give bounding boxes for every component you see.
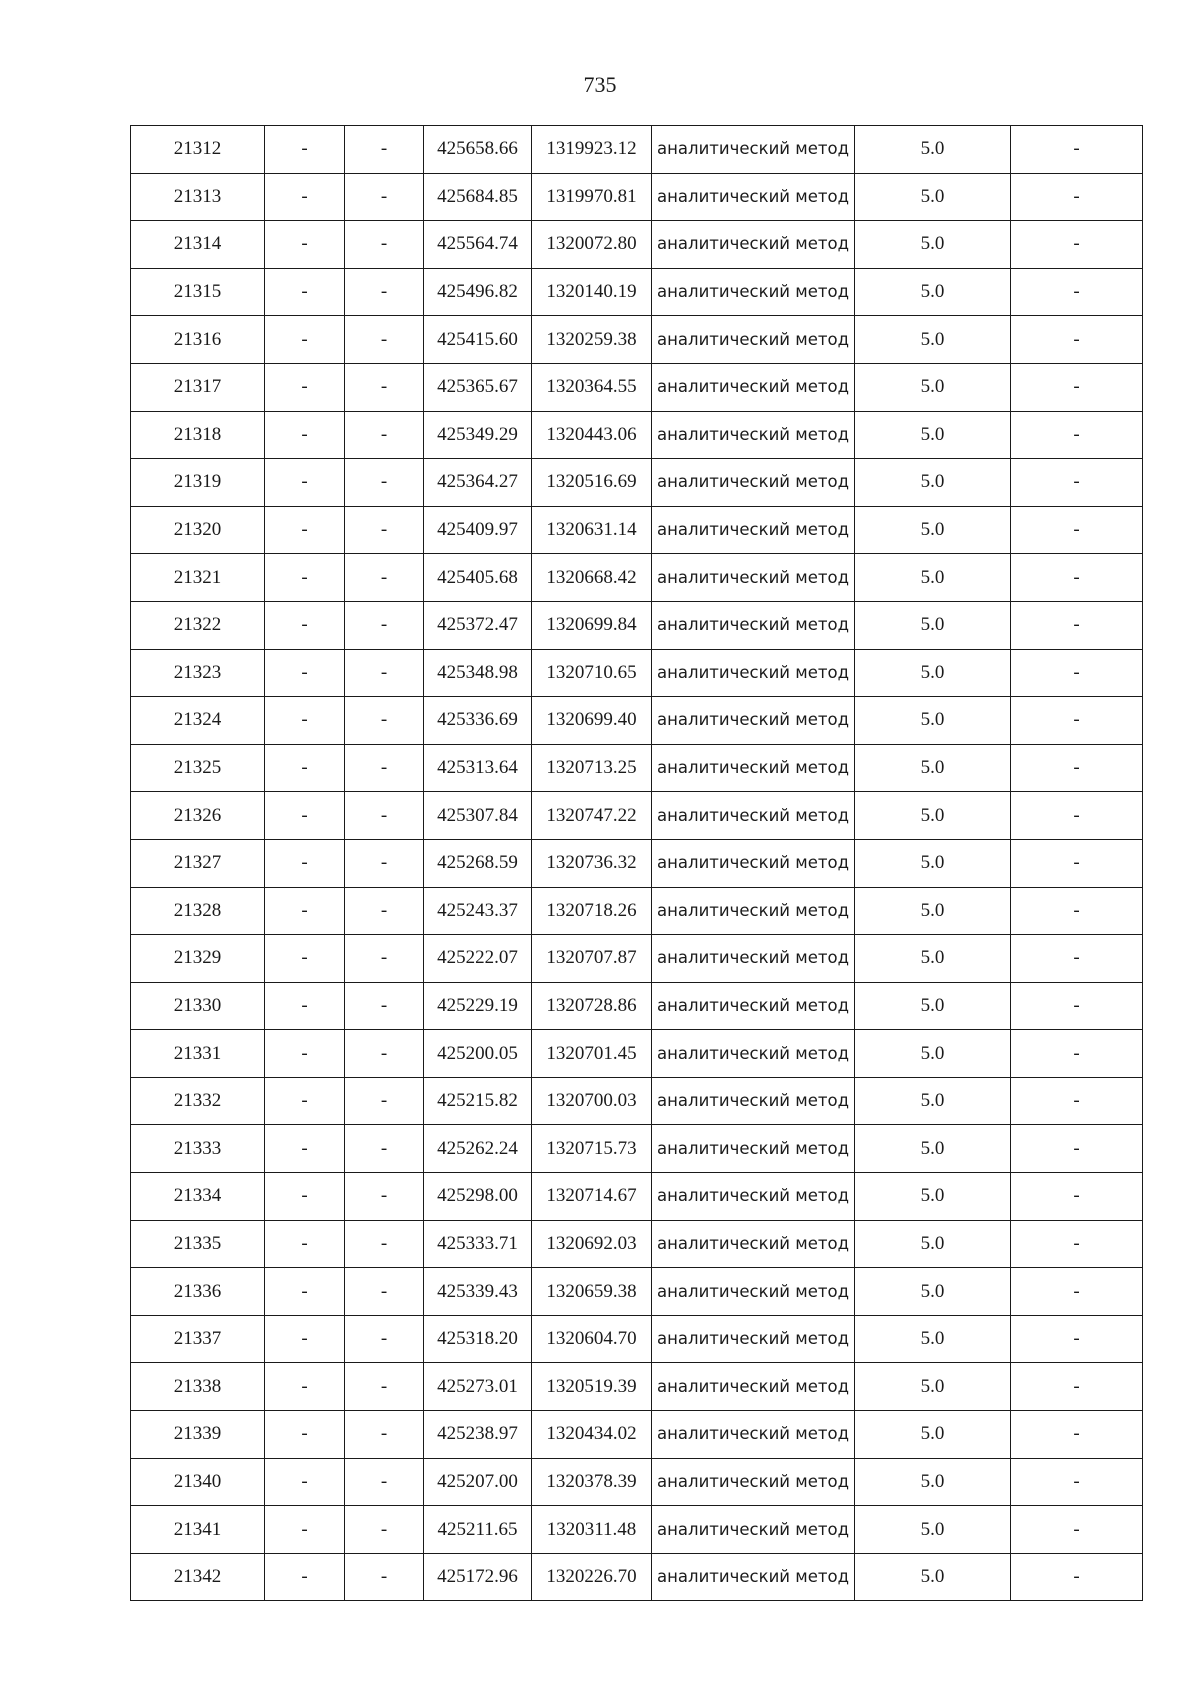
empty-cell-3: - (1011, 411, 1143, 459)
point-number-cell: 21315 (131, 268, 265, 316)
empty-cell-1: - (265, 1173, 345, 1221)
empty-cell-2: - (345, 1173, 424, 1221)
y-coordinate-cell: 1320699.40 (532, 697, 652, 745)
empty-cell-1: - (265, 1030, 345, 1078)
accuracy-cell: 5.0 (855, 126, 1011, 174)
point-number-cell: 21330 (131, 982, 265, 1030)
empty-cell-1: - (265, 697, 345, 745)
method-cell: аналитический метод (652, 887, 855, 935)
empty-cell-1: - (265, 221, 345, 269)
empty-cell-2: - (345, 697, 424, 745)
x-coordinate-cell: 425207.00 (424, 1458, 532, 1506)
point-number-cell: 21314 (131, 221, 265, 269)
table-row (131, 887, 1143, 935)
table-row (131, 459, 1143, 507)
point-number-cell: 21327 (131, 839, 265, 887)
table-row (131, 1077, 1143, 1125)
empty-cell-3: - (1011, 1553, 1143, 1601)
point-number-cell: 21316 (131, 316, 265, 364)
table-row (131, 839, 1143, 887)
accuracy-cell: 5.0 (855, 363, 1011, 411)
table-row (131, 554, 1143, 602)
point-number-cell: 21312 (131, 126, 265, 174)
accuracy-cell: 5.0 (855, 221, 1011, 269)
empty-cell-3: - (1011, 316, 1143, 364)
empty-cell-2: - (345, 1030, 424, 1078)
method-cell: аналитический метод (652, 601, 855, 649)
empty-cell-2: - (345, 554, 424, 602)
table-row (131, 1030, 1143, 1078)
x-coordinate-cell: 425262.24 (424, 1125, 532, 1173)
method-cell: аналитический метод (652, 1315, 855, 1363)
table-row (131, 1125, 1143, 1173)
empty-cell-3: - (1011, 1315, 1143, 1363)
empty-cell-3: - (1011, 221, 1143, 269)
accuracy-cell: 5.0 (855, 887, 1011, 935)
empty-cell-2: - (345, 1220, 424, 1268)
y-coordinate-cell: 1320259.38 (532, 316, 652, 364)
point-number-cell: 21326 (131, 792, 265, 840)
x-coordinate-cell: 425273.01 (424, 1363, 532, 1411)
empty-cell-3: - (1011, 1363, 1143, 1411)
empty-cell-2: - (345, 1363, 424, 1411)
accuracy-cell: 5.0 (855, 1268, 1011, 1316)
x-coordinate-cell: 425684.85 (424, 173, 532, 221)
table-row (131, 601, 1143, 649)
table-row (131, 744, 1143, 792)
empty-cell-3: - (1011, 1458, 1143, 1506)
y-coordinate-cell: 1320659.38 (532, 1268, 652, 1316)
point-number-cell: 21318 (131, 411, 265, 459)
x-coordinate-cell: 425200.05 (424, 1030, 532, 1078)
empty-cell-1: - (265, 744, 345, 792)
x-coordinate-cell: 425336.69 (424, 697, 532, 745)
y-coordinate-cell: 1320715.73 (532, 1125, 652, 1173)
method-cell: аналитический метод (652, 459, 855, 507)
method-cell: аналитический метод (652, 1030, 855, 1078)
y-coordinate-cell: 1320707.87 (532, 935, 652, 983)
accuracy-cell: 5.0 (855, 459, 1011, 507)
empty-cell-3: - (1011, 792, 1143, 840)
empty-cell-2: - (345, 411, 424, 459)
method-cell: аналитический метод (652, 1458, 855, 1506)
method-cell: аналитический метод (652, 411, 855, 459)
point-number-cell: 21323 (131, 649, 265, 697)
point-number-cell: 21337 (131, 1315, 265, 1363)
empty-cell-3: - (1011, 1220, 1143, 1268)
y-coordinate-cell: 1320718.26 (532, 887, 652, 935)
table-row (131, 1315, 1143, 1363)
point-number-cell: 21341 (131, 1506, 265, 1554)
accuracy-cell: 5.0 (855, 697, 1011, 745)
x-coordinate-cell: 425229.19 (424, 982, 532, 1030)
empty-cell-3: - (1011, 1077, 1143, 1125)
empty-cell-3: - (1011, 839, 1143, 887)
table-row (131, 1411, 1143, 1459)
empty-cell-1: - (265, 1220, 345, 1268)
point-number-cell: 21329 (131, 935, 265, 983)
point-number-cell: 21339 (131, 1411, 265, 1459)
accuracy-cell: 5.0 (855, 649, 1011, 697)
table-row (131, 1553, 1143, 1601)
empty-cell-3: - (1011, 554, 1143, 602)
method-cell: аналитический метод (652, 1220, 855, 1268)
y-coordinate-cell: 1320443.06 (532, 411, 652, 459)
method-cell: аналитический метод (652, 221, 855, 269)
method-cell: аналитический метод (652, 1553, 855, 1601)
accuracy-cell: 5.0 (855, 1506, 1011, 1554)
empty-cell-1: - (265, 1506, 345, 1554)
table-row (131, 697, 1143, 745)
point-number-cell: 21324 (131, 697, 265, 745)
empty-cell-2: - (345, 887, 424, 935)
empty-cell-1: - (265, 601, 345, 649)
accuracy-cell: 5.0 (855, 316, 1011, 364)
accuracy-cell: 5.0 (855, 411, 1011, 459)
x-coordinate-cell: 425564.74 (424, 221, 532, 269)
empty-cell-3: - (1011, 268, 1143, 316)
empty-cell-3: - (1011, 982, 1143, 1030)
empty-cell-2: - (345, 459, 424, 507)
method-cell: аналитический метод (652, 126, 855, 174)
accuracy-cell: 5.0 (855, 1363, 1011, 1411)
x-coordinate-cell: 425268.59 (424, 839, 532, 887)
empty-cell-2: - (345, 744, 424, 792)
y-coordinate-cell: 1320692.03 (532, 1220, 652, 1268)
accuracy-cell: 5.0 (855, 506, 1011, 554)
empty-cell-1: - (265, 1411, 345, 1459)
x-coordinate-cell: 425172.96 (424, 1553, 532, 1601)
y-coordinate-cell: 1320072.80 (532, 221, 652, 269)
accuracy-cell: 5.0 (855, 1125, 1011, 1173)
empty-cell-2: - (345, 221, 424, 269)
empty-cell-2: - (345, 126, 424, 174)
x-coordinate-cell: 425238.97 (424, 1411, 532, 1459)
empty-cell-2: - (345, 1411, 424, 1459)
x-coordinate-cell: 425243.37 (424, 887, 532, 935)
y-coordinate-cell: 1320140.19 (532, 268, 652, 316)
empty-cell-1: - (265, 1458, 345, 1506)
table-row (131, 1363, 1143, 1411)
x-coordinate-cell: 425496.82 (424, 268, 532, 316)
y-coordinate-cell: 1320226.70 (532, 1553, 652, 1601)
x-coordinate-cell: 425307.84 (424, 792, 532, 840)
y-coordinate-cell: 1320519.39 (532, 1363, 652, 1411)
empty-cell-2: - (345, 316, 424, 364)
y-coordinate-cell: 1320604.70 (532, 1315, 652, 1363)
y-coordinate-cell: 1320713.25 (532, 744, 652, 792)
empty-cell-2: - (345, 363, 424, 411)
method-cell: аналитический метод (652, 1268, 855, 1316)
y-coordinate-cell: 1320699.84 (532, 601, 652, 649)
method-cell: аналитический метод (652, 173, 855, 221)
empty-cell-2: - (345, 1268, 424, 1316)
x-coordinate-cell: 425215.82 (424, 1077, 532, 1125)
coordinates-table (130, 125, 1143, 1601)
empty-cell-2: - (345, 1077, 424, 1125)
accuracy-cell: 5.0 (855, 268, 1011, 316)
method-cell: аналитический метод (652, 649, 855, 697)
empty-cell-1: - (265, 173, 345, 221)
accuracy-cell: 5.0 (855, 792, 1011, 840)
accuracy-cell: 5.0 (855, 982, 1011, 1030)
point-number-cell: 21338 (131, 1363, 265, 1411)
table-row (131, 506, 1143, 554)
table-row (131, 1458, 1143, 1506)
empty-cell-3: - (1011, 935, 1143, 983)
empty-cell-1: - (265, 554, 345, 602)
accuracy-cell: 5.0 (855, 1030, 1011, 1078)
empty-cell-3: - (1011, 126, 1143, 174)
method-cell: аналитический метод (652, 363, 855, 411)
empty-cell-2: - (345, 982, 424, 1030)
point-number-cell: 21334 (131, 1173, 265, 1221)
empty-cell-1: - (265, 887, 345, 935)
table-row (131, 1506, 1143, 1554)
accuracy-cell: 5.0 (855, 935, 1011, 983)
accuracy-cell: 5.0 (855, 554, 1011, 602)
point-number-cell: 21342 (131, 1553, 265, 1601)
table-row (131, 268, 1143, 316)
y-coordinate-cell: 1320631.14 (532, 506, 652, 554)
empty-cell-3: - (1011, 1125, 1143, 1173)
empty-cell-1: - (265, 363, 345, 411)
empty-cell-3: - (1011, 1030, 1143, 1078)
empty-cell-3: - (1011, 459, 1143, 507)
x-coordinate-cell: 425365.67 (424, 363, 532, 411)
x-coordinate-cell: 425222.07 (424, 935, 532, 983)
table-row (131, 411, 1143, 459)
empty-cell-1: - (265, 792, 345, 840)
empty-cell-2: - (345, 839, 424, 887)
x-coordinate-cell: 425364.27 (424, 459, 532, 507)
empty-cell-3: - (1011, 1268, 1143, 1316)
point-number-cell: 21340 (131, 1458, 265, 1506)
empty-cell-2: - (345, 173, 424, 221)
y-coordinate-cell: 1320747.22 (532, 792, 652, 840)
empty-cell-1: - (265, 839, 345, 887)
point-number-cell: 21317 (131, 363, 265, 411)
x-coordinate-cell: 425333.71 (424, 1220, 532, 1268)
method-cell: аналитический метод (652, 1411, 855, 1459)
empty-cell-1: - (265, 1363, 345, 1411)
x-coordinate-cell: 425298.00 (424, 1173, 532, 1221)
table-row (131, 1268, 1143, 1316)
empty-cell-3: - (1011, 601, 1143, 649)
empty-cell-2: - (345, 649, 424, 697)
empty-cell-1: - (265, 126, 345, 174)
point-number-cell: 21313 (131, 173, 265, 221)
x-coordinate-cell: 425339.43 (424, 1268, 532, 1316)
empty-cell-3: - (1011, 697, 1143, 745)
table-row (131, 173, 1143, 221)
method-cell: аналитический метод (652, 1125, 855, 1173)
empty-cell-3: - (1011, 1173, 1143, 1221)
accuracy-cell: 5.0 (855, 839, 1011, 887)
table-row (131, 221, 1143, 269)
empty-cell-1: - (265, 1268, 345, 1316)
accuracy-cell: 5.0 (855, 1220, 1011, 1268)
table-row (131, 1220, 1143, 1268)
table-body (131, 126, 1143, 1601)
x-coordinate-cell: 425318.20 (424, 1315, 532, 1363)
method-cell: аналитический метод (652, 697, 855, 745)
empty-cell-3: - (1011, 173, 1143, 221)
method-cell: аналитический метод (652, 792, 855, 840)
accuracy-cell: 5.0 (855, 744, 1011, 792)
empty-cell-2: - (345, 1458, 424, 1506)
method-cell: аналитический метод (652, 554, 855, 602)
y-coordinate-cell: 1320701.45 (532, 1030, 652, 1078)
empty-cell-2: - (345, 601, 424, 649)
empty-cell-1: - (265, 506, 345, 554)
accuracy-cell: 5.0 (855, 1173, 1011, 1221)
x-coordinate-cell: 425409.97 (424, 506, 532, 554)
empty-cell-2: - (345, 1506, 424, 1554)
empty-cell-3: - (1011, 363, 1143, 411)
empty-cell-3: - (1011, 1506, 1143, 1554)
empty-cell-1: - (265, 268, 345, 316)
x-coordinate-cell: 425348.98 (424, 649, 532, 697)
empty-cell-1: - (265, 649, 345, 697)
table-row (131, 1173, 1143, 1221)
y-coordinate-cell: 1320710.65 (532, 649, 652, 697)
point-number-cell: 21328 (131, 887, 265, 935)
method-cell: аналитический метод (652, 982, 855, 1030)
accuracy-cell: 5.0 (855, 601, 1011, 649)
y-coordinate-cell: 1320364.55 (532, 363, 652, 411)
accuracy-cell: 5.0 (855, 1315, 1011, 1363)
y-coordinate-cell: 1320728.86 (532, 982, 652, 1030)
method-cell: аналитический метод (652, 935, 855, 983)
empty-cell-2: - (345, 268, 424, 316)
y-coordinate-cell: 1320668.42 (532, 554, 652, 602)
empty-cell-3: - (1011, 1411, 1143, 1459)
accuracy-cell: 5.0 (855, 1458, 1011, 1506)
point-number-cell: 21333 (131, 1125, 265, 1173)
empty-cell-2: - (345, 506, 424, 554)
empty-cell-2: - (345, 1315, 424, 1363)
table-row (131, 649, 1143, 697)
y-coordinate-cell: 1319923.12 (532, 126, 652, 174)
point-number-cell: 21319 (131, 459, 265, 507)
empty-cell-2: - (345, 792, 424, 840)
method-cell: аналитический метод (652, 839, 855, 887)
accuracy-cell: 5.0 (855, 1553, 1011, 1601)
point-number-cell: 21321 (131, 554, 265, 602)
accuracy-cell: 5.0 (855, 173, 1011, 221)
table-row (131, 363, 1143, 411)
x-coordinate-cell: 425313.64 (424, 744, 532, 792)
empty-cell-1: - (265, 1553, 345, 1601)
y-coordinate-cell: 1320714.67 (532, 1173, 652, 1221)
point-number-cell: 21332 (131, 1077, 265, 1125)
empty-cell-2: - (345, 1125, 424, 1173)
method-cell: аналитический метод (652, 506, 855, 554)
table-row (131, 316, 1143, 364)
point-number-cell: 21335 (131, 1220, 265, 1268)
y-coordinate-cell: 1320700.03 (532, 1077, 652, 1125)
point-number-cell: 21320 (131, 506, 265, 554)
empty-cell-2: - (345, 935, 424, 983)
y-coordinate-cell: 1320311.48 (532, 1506, 652, 1554)
x-coordinate-cell: 425415.60 (424, 316, 532, 364)
accuracy-cell: 5.0 (855, 1077, 1011, 1125)
method-cell: аналитический метод (652, 1363, 855, 1411)
x-coordinate-cell: 425211.65 (424, 1506, 532, 1554)
table-row (131, 935, 1143, 983)
empty-cell-3: - (1011, 887, 1143, 935)
y-coordinate-cell: 1319970.81 (532, 173, 652, 221)
page-number: 735 (583, 72, 617, 97)
point-number-cell: 21331 (131, 1030, 265, 1078)
empty-cell-2: - (345, 1553, 424, 1601)
y-coordinate-cell: 1320434.02 (532, 1411, 652, 1459)
point-number-cell: 21325 (131, 744, 265, 792)
table-row (131, 792, 1143, 840)
empty-cell-1: - (265, 1315, 345, 1363)
table-row (131, 126, 1143, 174)
y-coordinate-cell: 1320378.39 (532, 1458, 652, 1506)
point-number-cell: 21322 (131, 601, 265, 649)
empty-cell-3: - (1011, 744, 1143, 792)
point-number-cell: 21336 (131, 1268, 265, 1316)
y-coordinate-cell: 1320736.32 (532, 839, 652, 887)
empty-cell-1: - (265, 935, 345, 983)
table-row (131, 982, 1143, 1030)
empty-cell-1: - (265, 1077, 345, 1125)
empty-cell-1: - (265, 316, 345, 364)
x-coordinate-cell: 425349.29 (424, 411, 532, 459)
method-cell: аналитический метод (652, 1173, 855, 1221)
method-cell: аналитический метод (652, 1506, 855, 1554)
y-coordinate-cell: 1320516.69 (532, 459, 652, 507)
x-coordinate-cell: 425372.47 (424, 601, 532, 649)
x-coordinate-cell: 425405.68 (424, 554, 532, 602)
empty-cell-1: - (265, 459, 345, 507)
method-cell: аналитический метод (652, 744, 855, 792)
empty-cell-1: - (265, 1125, 345, 1173)
method-cell: аналитический метод (652, 316, 855, 364)
x-coordinate-cell: 425658.66 (424, 126, 532, 174)
method-cell: аналитический метод (652, 268, 855, 316)
method-cell: аналитический метод (652, 1077, 855, 1125)
empty-cell-3: - (1011, 506, 1143, 554)
empty-cell-1: - (265, 411, 345, 459)
accuracy-cell: 5.0 (855, 1411, 1011, 1459)
empty-cell-1: - (265, 982, 345, 1030)
empty-cell-3: - (1011, 649, 1143, 697)
